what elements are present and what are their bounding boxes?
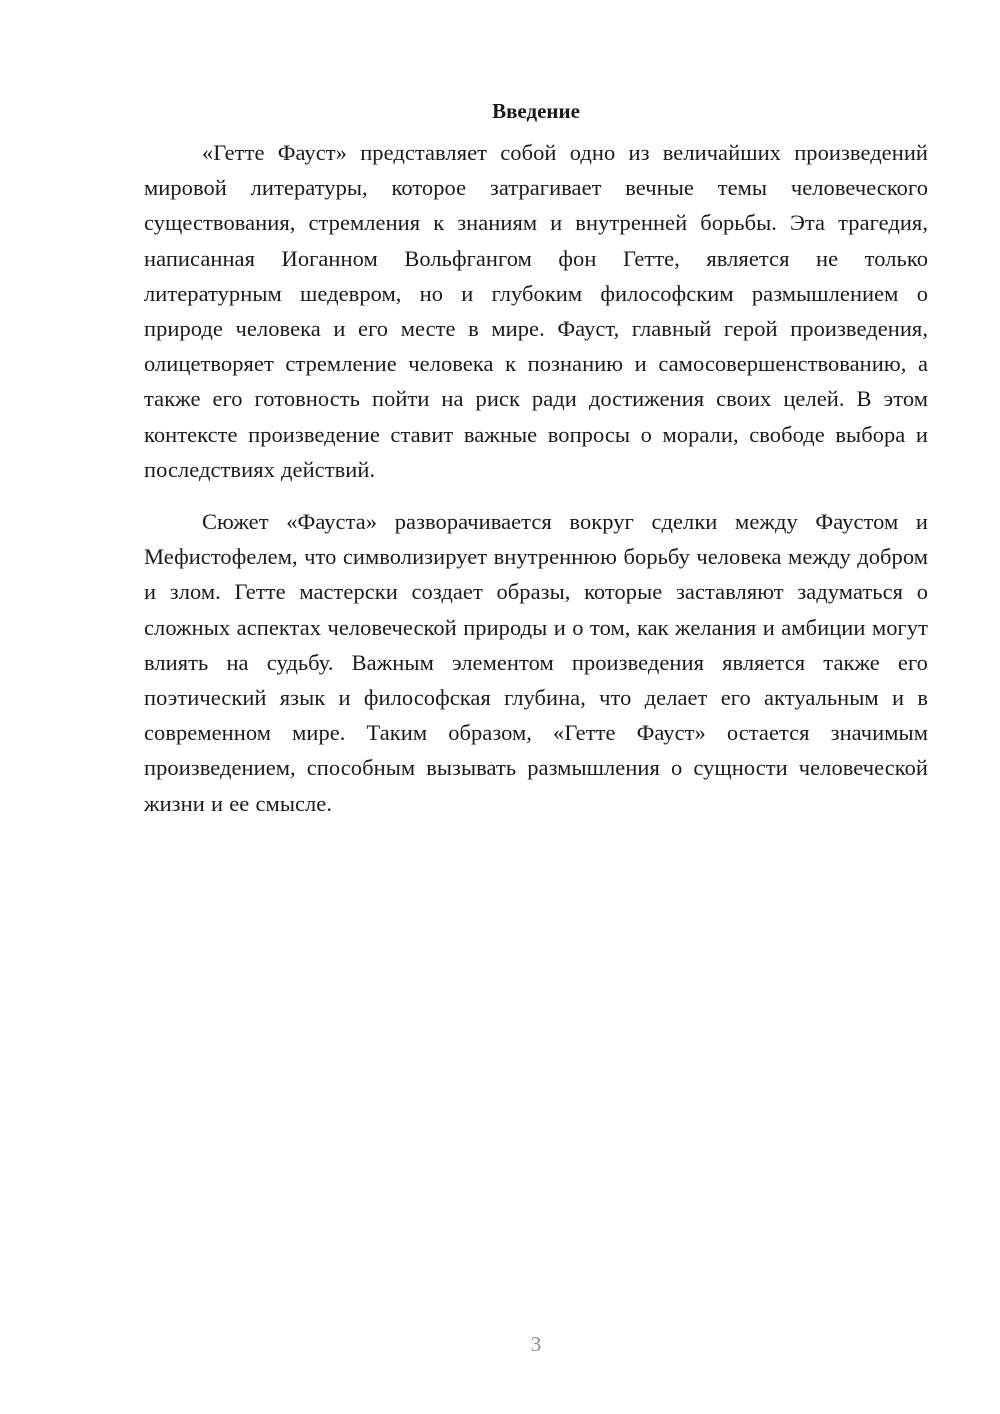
page-content bbox=[144, 92, 928, 821]
paragraph-2: Сюжет «Фауста» разворачивается вокруг сделки между Фаустом и Мефистофелем, что символизирует внутреннюю борьбу человека между добром и злом. Гетте мастерски создает образы, которые заставляют задуматься о сложных аспектах человеческой природы и о том, как желания и амбиции могут влиять на судьбу. Важным элементом произведения является также его поэтический язык и философская глубина, что делает его актуальным и в современном мире. Таким образом, «Гетте Фауст» остается значимым произведением, способным вызывать размышления о сущности человеческой жизни и ее смысле. bbox=[144, 509, 928, 816]
section-heading: Введение bbox=[492, 99, 580, 123]
page-number: 3 bbox=[530, 1332, 542, 1356]
paragraph-1: «Гетте Фауст» представляет собой одно из величайших произведений мировой литературы, которое затрагивает вечные темы человеческого существования, стремления к знаниям и внутренней борьбы. Эта трагедия, написанная Иоганном Вольфгангом фон Гетте, является не только литературным шедевром, но и глубоким философским размышлением о природе человека и его месте в мире. Фауст, главный герой произведения, олицетворяет стремление человека к познанию и самосовершенствованию, а также его готовность пойти на риск ради достижения своих целей. В этом контексте произведение ставит важные вопросы о морали, свободе выбора и последствиях действий. bbox=[144, 140, 928, 482]
